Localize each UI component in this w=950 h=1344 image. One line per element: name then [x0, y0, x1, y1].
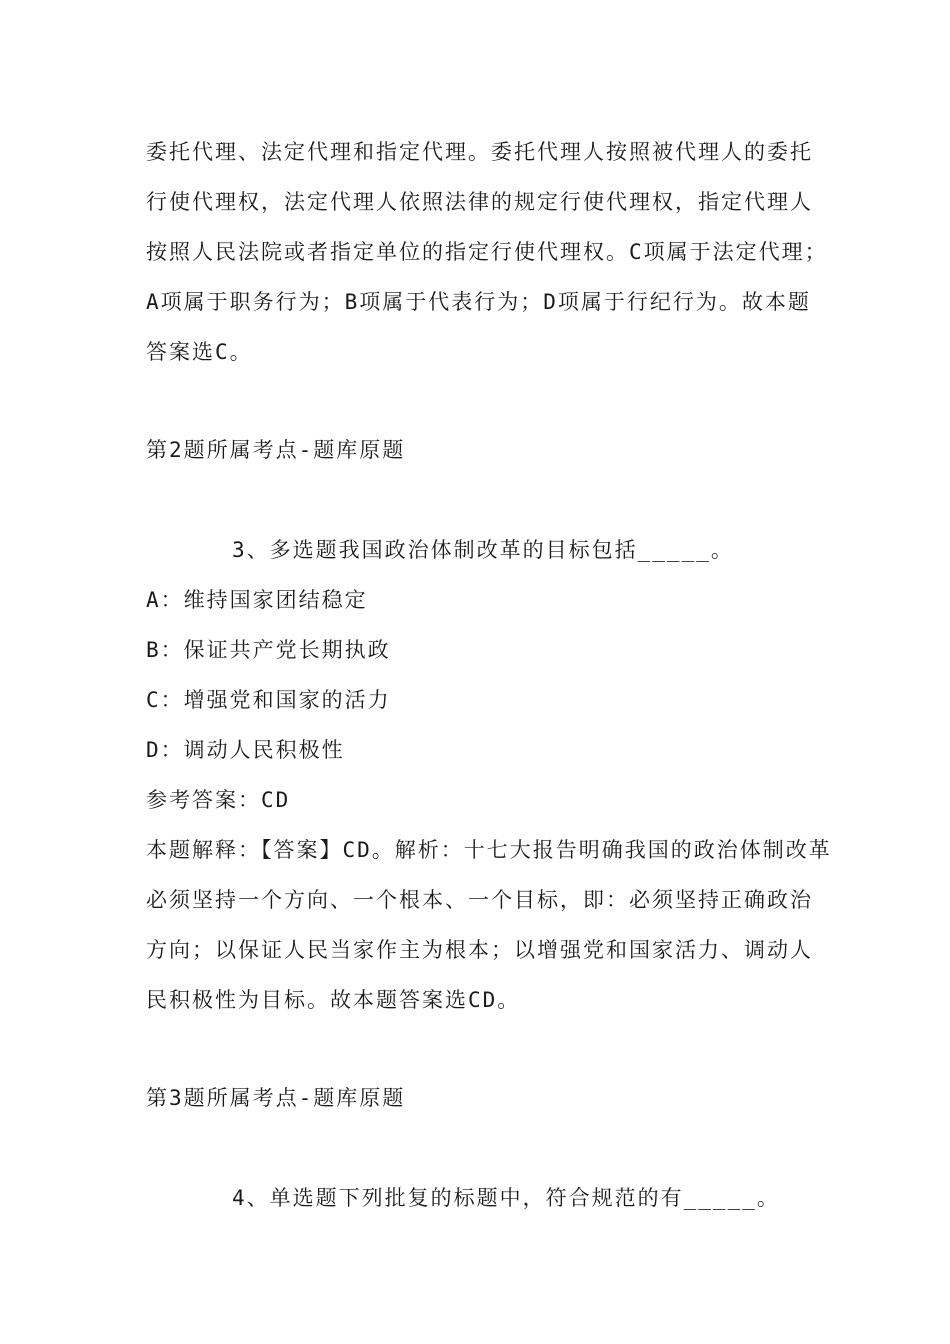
prev-explanation-line: 行使代理权，法定代理人依照法律的规定行使代理权，指定代理人: [146, 190, 813, 214]
question-3-topic: 第3题所属考点-题库原题: [146, 1086, 406, 1110]
question-3-option-b: B：保证共产党长期执政: [146, 638, 391, 662]
question-2-topic: 第2题所属考点-题库原题: [146, 438, 406, 462]
question-3-option-d: D：调动人民积极性: [146, 738, 345, 762]
question-3-explanation-line: 必须坚持一个方向、一个根本、一个目标，即：必须坚持正确政治: [146, 888, 813, 912]
question-3-option-c: C：增强党和国家的活力: [146, 688, 391, 712]
prev-explanation-line: 答案选C。: [146, 340, 253, 364]
prev-explanation-line: A项属于职务行为；B项属于代表行为；D项属于行纪行为。故本题: [146, 290, 811, 314]
question-4-stem: 4、单选题下列批复的标题中，符合规范的有_____。: [232, 1186, 780, 1210]
question-3-stem: 3、多选题我国政治体制改革的目标包括_____。: [232, 538, 734, 562]
prev-explanation-line: 委托代理、法定代理和指定代理。委托代理人按照被代理人的委托: [146, 140, 813, 164]
question-3-explanation-line: 民积极性为目标。故本题答案选CD。: [146, 988, 521, 1012]
question-3-explanation-line: 本题解释：【答案】CD。解析：十七大报告明确我国的政治体制改革: [146, 838, 832, 862]
prev-explanation-line: 按照人民法院或者指定单位的指定行使代理权。C项属于法定代理；: [146, 240, 828, 264]
question-3-answer: 参考答案：CD: [146, 788, 291, 812]
question-3-explanation-line: 方向；以保证人民当家作主为根本；以增强党和国家活力、调动人: [146, 938, 813, 962]
question-3-option-a: A：维持国家团结稳定: [146, 588, 368, 612]
